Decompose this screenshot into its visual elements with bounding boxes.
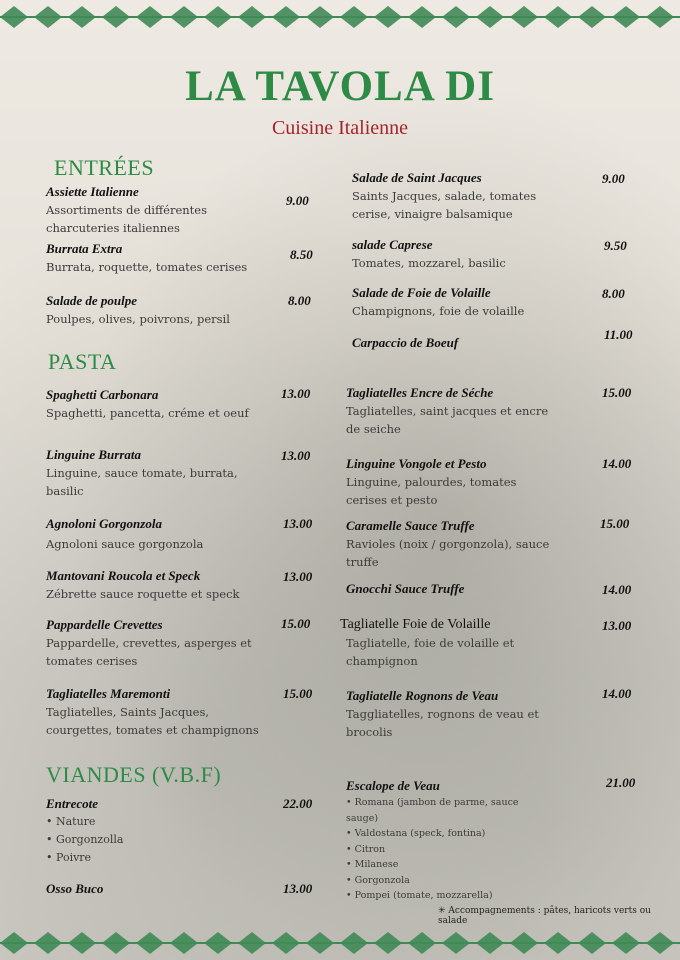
dish-price: 22.00	[283, 796, 313, 811]
dish-price: 15.00	[602, 385, 632, 400]
dish-name: Pappardelle Crevettes	[46, 617, 163, 632]
dish-name: Tagliatelles Maremonti	[46, 686, 171, 701]
dish-description: Saints Jacques, salade, tomates	[352, 189, 537, 203]
dish-description: cerises et pesto	[346, 493, 438, 507]
restaurant-subtitle: Cuisine Italienne	[271, 117, 409, 139]
dish-price: 13.00	[281, 386, 311, 401]
dish-price: 8.50	[290, 247, 313, 262]
menu-item	[352, 284, 622, 320]
menu-item	[346, 580, 616, 598]
section-heading-entrees: ENTRÉES	[54, 155, 155, 180]
dish-description: Agnoloni sauce gorgonzola	[46, 537, 204, 551]
menu-item	[46, 616, 316, 670]
dish-price: 8.00	[602, 286, 625, 301]
menu-item	[46, 515, 316, 553]
menu-item	[352, 334, 622, 352]
dish-name: Osso Buco	[46, 881, 104, 896]
dish-description: cerise, vinaigre balsamique	[352, 207, 513, 221]
dish-name: Spaghetti Carbonara	[46, 387, 159, 402]
dish-name: Assiette Italienne	[46, 184, 139, 199]
dish-description: Pappardelle, crevettes, asperges et	[46, 636, 252, 650]
dish-price: 9.50	[604, 238, 627, 253]
dish-price: 15.00	[281, 616, 311, 631]
section-heading-viandes: VIANDES (V.B.F)	[46, 762, 222, 787]
dish-option: • Nature	[46, 815, 96, 828]
dish-option: • Citron	[346, 843, 386, 855]
dish-price: 14.00	[602, 686, 632, 701]
dish-price: 11.00	[604, 327, 633, 342]
menu-item	[46, 183, 316, 237]
dish-price: 13.00	[283, 516, 313, 531]
dish-name: Tagliatelle Foie de Volaille	[340, 617, 491, 632]
dish-description: Spaghetti, pancetta, créme et oeuf	[46, 406, 249, 420]
menu-item	[46, 240, 316, 276]
dish-name: Caramelle Sauce Truffe	[346, 518, 475, 533]
dish-option: • Gorgonzolla	[46, 833, 124, 846]
dish-description: basilic	[46, 484, 84, 498]
dish-option: • Pompei (tomate, mozzarella)	[346, 890, 493, 901]
dish-name: Entrecote	[46, 796, 98, 811]
dish-description: Tomates, mozzarel, basilic	[352, 256, 506, 270]
menu-item	[46, 795, 316, 867]
dish-name: salade Caprese	[352, 237, 433, 252]
dish-option: • Romana (jambon de parme, sauce	[346, 797, 519, 808]
dish-description: Linguine, sauce tomate, burrata,	[46, 466, 238, 480]
dish-name: Linguine Vongole et Pesto	[346, 456, 487, 471]
bottom-decorative-border	[0, 926, 680, 960]
dish-price: 15.00	[283, 686, 313, 701]
dish-name: Carpaccio de Boeuf	[352, 335, 459, 350]
menu-item	[346, 384, 616, 438]
dish-price: 13.00	[283, 569, 313, 584]
dish-price: 21.00	[606, 775, 636, 790]
dish-description: courgettes, tomates et champignons	[46, 723, 259, 737]
dish-price: 8.00	[288, 293, 311, 308]
dish-description: Assortiments de différentes	[46, 203, 207, 217]
menu-item	[352, 236, 622, 272]
section-heading-pasta: PASTA	[48, 349, 117, 374]
dish-name: Linguine Burrata	[46, 447, 142, 462]
menu-item	[346, 517, 616, 571]
restaurant-title: LA TAVOLA DI	[185, 63, 495, 110]
dish-name: Agnoloni Gorgonzola	[46, 516, 162, 531]
top-decorative-border	[0, 0, 680, 34]
dish-option: • Gorgonzola	[346, 874, 410, 886]
dish-name: Tagliatelle Rognons de Veau	[346, 688, 499, 703]
dish-description: Tagliatelles, Saints Jacques,	[46, 705, 210, 719]
dish-name: Salade de Saint Jacques	[352, 170, 482, 185]
dish-name: Mantovani Roucola et Speck	[46, 568, 201, 583]
dish-description: Ravioles (noix / gorgonzola), sauce	[346, 537, 550, 551]
dish-description: de seiche	[346, 422, 401, 436]
dish-description: truffe	[346, 555, 379, 569]
menu-item	[46, 386, 316, 422]
menu-item	[46, 880, 316, 898]
dish-name: Salade de poulpe	[46, 293, 137, 308]
dish-description: Tagliatelles, saint jacques et encre	[346, 404, 549, 418]
menu-item	[46, 685, 316, 739]
dish-description: Zébrette sauce roquette et speck	[46, 587, 240, 601]
dish-price: 13.00	[602, 618, 632, 633]
menu-item	[46, 446, 316, 500]
dish-description: Taggliatelles, rognons de veau et	[346, 707, 539, 721]
dish-description: charcuteries italiennes	[46, 221, 180, 235]
menu-item	[340, 616, 610, 670]
dish-description: brocolis	[346, 725, 393, 739]
dish-price: 15.00	[600, 516, 630, 531]
dish-name: Escalope de Veau	[346, 778, 440, 793]
dish-price: 14.00	[602, 582, 632, 597]
dish-option: • Milanese	[346, 859, 399, 870]
dish-price: 9.00	[286, 193, 309, 208]
dish-name: Gnocchi Sauce Truffe	[346, 581, 465, 596]
accompaniments-note: ✳ Accompagnements : pâtes, haricots verts ou salade	[438, 906, 651, 926]
dish-price: 14.00	[602, 456, 632, 471]
menu-item	[346, 687, 616, 741]
dish-name: Tagliatelles Encre de Séche	[346, 385, 494, 400]
dish-name: Burrata Extra	[46, 241, 123, 256]
dish-description: Linguine, palourdes, tomates	[346, 475, 517, 489]
dish-description: champignon	[346, 654, 418, 668]
dish-price: 13.00	[283, 881, 313, 896]
menu-item	[46, 567, 316, 603]
menu-item	[352, 169, 622, 223]
dish-option: • Poivre	[46, 851, 92, 864]
dish-price: 9.00	[602, 171, 625, 186]
menu-item	[346, 455, 616, 509]
dish-description: tomates cerises	[46, 654, 138, 668]
dish-option: • Valdostana (speck, fontina)	[346, 828, 486, 839]
dish-price: 13.00	[281, 448, 311, 463]
dish-description: Burrata, roquette, tomates cerises	[46, 260, 248, 274]
dish-description: Tagliatelle, foie de volaille et	[346, 636, 515, 650]
dish-description: Champignons, foie de volaille	[352, 304, 525, 318]
dish-name: Salade de Foie de Volaille	[352, 285, 491, 300]
menu-item	[346, 777, 546, 904]
menu-item	[46, 292, 316, 328]
dish-description: Poulpes, olives, poivrons, persil	[46, 312, 230, 326]
dish-option: sauge)	[346, 812, 379, 824]
